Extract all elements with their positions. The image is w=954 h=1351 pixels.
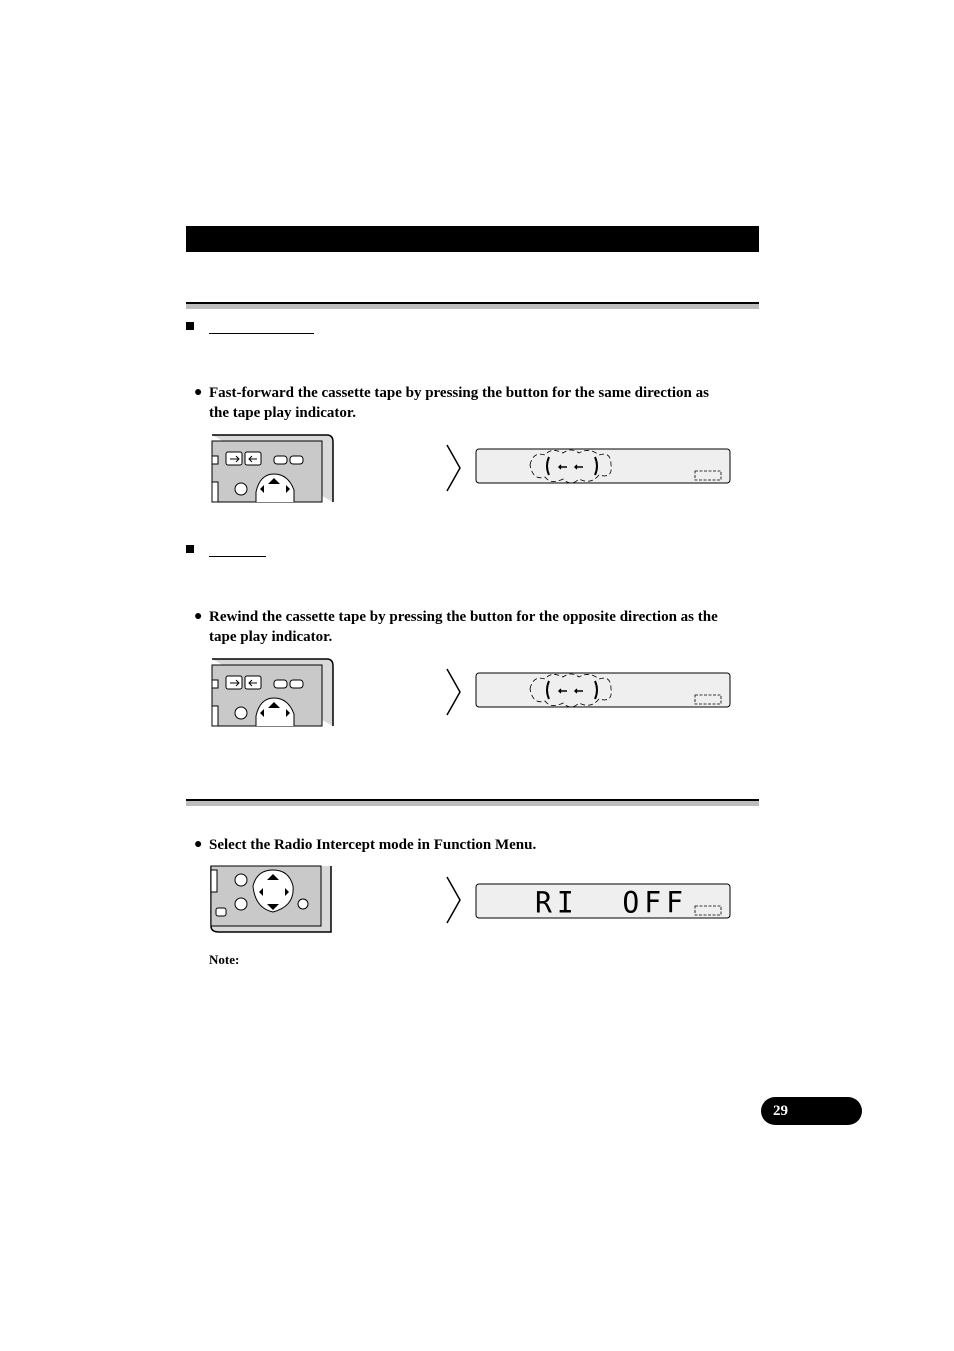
heading-underline-fast-forward [209,333,314,334]
rewind-instruction [209,607,759,647]
subsection-rule-radio-intercept [186,799,759,806]
note-label: Note: [209,952,240,967]
subsection-rule-top [186,302,759,309]
bullet-icon: ● [194,385,203,400]
lcd-display-fast-forward [475,445,731,487]
lcd-display-radio-intercept [475,880,731,922]
radio-intercept-instruction: Select the Radio Intercept mode in Function Menu. [209,837,537,853]
page-number: 29 [761,1097,862,1125]
fast-forward-instruction [209,383,759,423]
bullet-icon: ● [194,837,203,852]
arrow-right-icon [446,444,462,492]
head-unit-illustration-rewind [212,658,334,726]
fast-forward-instruction-line2: the tape play indicator. [209,405,356,421]
head-unit-illustration-fast-forward [212,434,334,502]
heading-square-marker [186,322,194,330]
heading-square-marker [186,545,194,553]
bullet-icon: ● [194,609,203,624]
head-unit-illustration-function [211,866,333,934]
rewind-instruction-line1: Rewind the cassette tape by pressing the button for the opposite direction as the [209,609,718,625]
arrow-right-icon [446,876,462,924]
section-title-bar [186,226,759,252]
heading-underline-rewind [209,556,266,557]
fast-forward-instruction-line1: Fast-forward the cassette tape by pressing the button for the same direction as [209,385,709,401]
arrow-right-icon [446,668,462,716]
lcd-display-text: RI OFF [535,885,689,920]
lcd-display-rewind [475,669,731,711]
rewind-instruction-line2: tape play indicator. [209,629,333,645]
